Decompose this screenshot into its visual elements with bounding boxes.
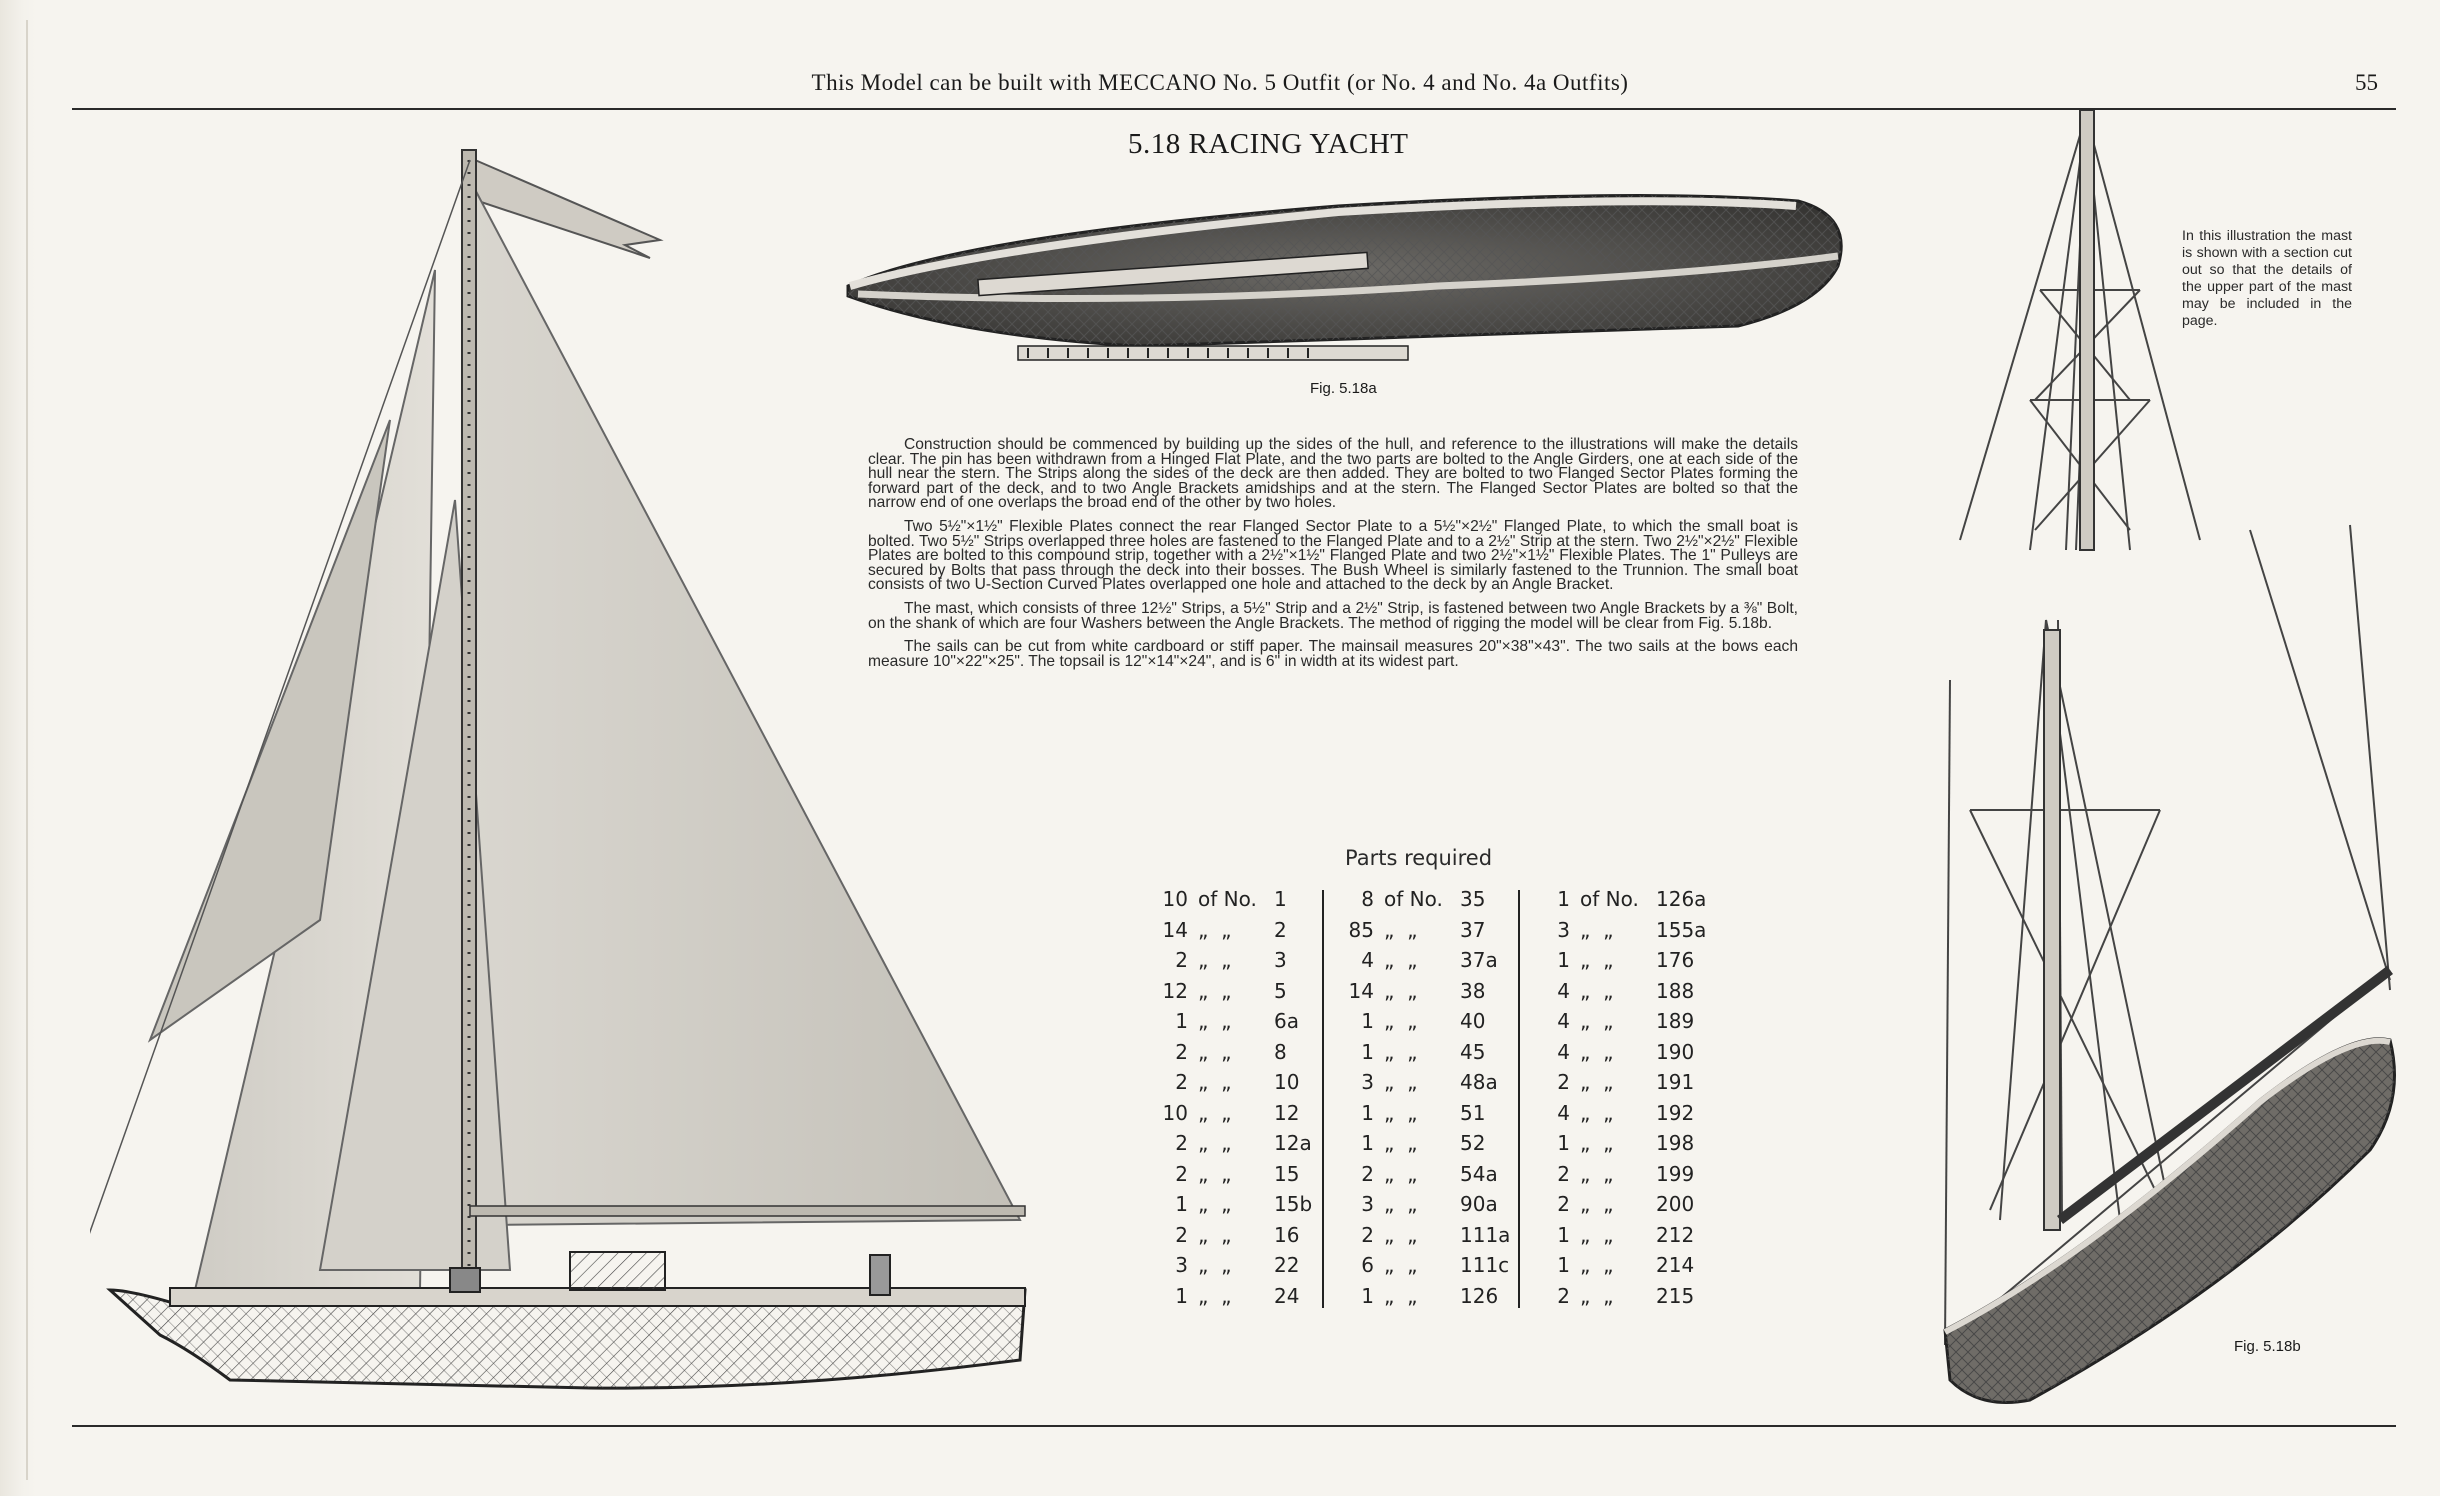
parts-row: 4 „ „ 189 xyxy=(1557,1009,1695,1033)
parts-row: 1 „ „ 198 xyxy=(1557,1131,1695,1155)
parts-row: 3 „ „ 48a xyxy=(1361,1070,1498,1094)
column-divider xyxy=(1322,890,1324,1308)
parts-row: 1 „ „ 52 xyxy=(1361,1131,1486,1155)
page-binding-edge xyxy=(0,0,36,1496)
parts-row: 85 „ „ 37 xyxy=(1348,917,1486,942)
parts-row: 10 of No. 1 xyxy=(1162,887,1287,911)
parts-row: 3 „ „ 90a xyxy=(1361,1192,1498,1216)
hull-figure-caption: Fig. 5.18a xyxy=(1310,380,1377,397)
parts-row: 2 „ „ 10 xyxy=(1175,1070,1300,1094)
parts-row: 14 „ „ 38 xyxy=(1348,978,1486,1003)
parts-row: 2 „ „ 200 xyxy=(1557,1192,1695,1216)
parts-row: 10 „ „ 12 xyxy=(1162,1100,1300,1125)
parts-row: 1 „ „ 6a xyxy=(1175,1009,1299,1033)
parts-row: 12 „ „ 5 xyxy=(1162,978,1287,1003)
lower-mast xyxy=(2044,630,2060,1230)
upper-mast xyxy=(2080,110,2094,550)
parts-row: 2 „ „ 16 xyxy=(1175,1222,1300,1247)
parts-row: 14 „ „ 2 xyxy=(1162,917,1287,942)
parts-row: 1 „ „ 126 xyxy=(1361,1283,1499,1308)
parts-row: 2 „ „ 15 xyxy=(1175,1161,1300,1186)
page-number: 55 xyxy=(2355,70,2378,95)
parts-row: 1 „ „ 24 xyxy=(1175,1283,1300,1308)
instructions-paragraph: Construction should be commenced by building up the sides of the hull, and reference to the illustrations will make the details clear. The pin has been withdrawn from a Hinged Flat Plate, and the two parts are bolted to the Angle Girders, one at each side of the hull near the stern. The Strips along the sides of the deck are then added. They are bolted to two Flanged Sector Plates forming the forward part of the deck, and to two Angle Brackets amidships and at the stern. The Flanged Sector Plates are bolted so that the narrow end of one overlaps the broad end of the other by two holes. xyxy=(868,436,1798,512)
instructions-paragraph: Two 5½"×1½" Flexible Plates connect the rear Flanged Sector Plate to a 5½"×2½" Flanged Plate, to which the small boat is bolted. Two 5½" Strips overlapped three holes are fastened to the Flanged Plate and to a 2½" Strip at the stern. Two 2½"×2½" Flexible Plates are bolted to this compound strip, together with a 2½"×1½" Flanged Plate and two 2½"×1½" Flexible Plates. The 1" Pulleys are secured by Bolts that pass through the deck into their bosses. The Bush Wheel is similarly fastened to the Trunnion. The small boat consists of two U-Section Curved Plates overlapped one hole and attached to the deck by an Angle Bracket. xyxy=(868,517,1798,594)
parts-column-1 xyxy=(1148,884,1324,1311)
parts-row: 2 „ „ 111a xyxy=(1361,1222,1511,1247)
parts-row: 1 „ „ 176 xyxy=(1557,948,1695,972)
parts-row: 1 of No. 126a xyxy=(1557,887,1707,911)
parts-row: 2 „ „ 199 xyxy=(1557,1161,1695,1186)
parts-row: 4 „ „ 188 xyxy=(1557,978,1695,1003)
instructions-paragraph: The mast, which consists of three 12½" Strips, a 5½" Strip and a 2½" Strip, is fastened between two Angle Brackets by a ⅜" Bolt, on the shank of which are four Washers between the Angle Brackets. The method of rigging the model will be clear from Fig. 5.18b. xyxy=(868,599,1798,632)
parts-row: 6 „ „ 111c xyxy=(1361,1253,1510,1277)
parts-column-3 xyxy=(1530,884,1706,1311)
parts-row: 3 „ „ 155a xyxy=(1557,917,1707,942)
parts-row: 4 „ „ 192 xyxy=(1557,1100,1695,1125)
mast-section-note: In this illustration the mast is shown with a section cut out so that the details of the upper part of the mast may be included in the page. xyxy=(2182,228,2352,329)
parts-row: 2 „ „ 215 xyxy=(1557,1283,1695,1308)
mast xyxy=(462,150,476,1280)
parts-row: 2 „ „ 12a xyxy=(1175,1131,1312,1155)
parts-row: 1 „ „ 51 xyxy=(1361,1100,1486,1125)
parts-row: 1 „ „ 15b xyxy=(1175,1192,1313,1216)
parts-row: 8 of No. 35 xyxy=(1361,887,1486,911)
small-boat xyxy=(570,1252,665,1290)
parts-row: 4 „ „ 37a xyxy=(1361,948,1498,972)
parts-row: 3 „ „ 22 xyxy=(1175,1253,1300,1277)
parts-column-2 xyxy=(1334,884,1510,1311)
parts-row: 1 „ „ 45 xyxy=(1361,1039,1486,1064)
hull-illustration xyxy=(838,186,1854,376)
mast-step xyxy=(450,1268,480,1292)
parts-row: 2 „ „ 191 xyxy=(1557,1070,1695,1094)
construction-instructions xyxy=(868,438,1798,678)
instructions-paragraph: The sails can be cut from white cardboard or stiff paper. The mainsail measures 20"×38"×43". The two sails at the bows each measure 10"×22"×25". The topsail is 12"×14"×24", and is 6" in width at its widest part. xyxy=(868,638,1798,670)
parts-row: 2 „ „ 8 xyxy=(1175,1039,1287,1064)
column-divider xyxy=(1518,890,1520,1308)
parts-required-title: Parts required xyxy=(1345,846,1493,870)
parts-row: 2 „ „ 54a xyxy=(1361,1161,1498,1186)
parts-row: 2 „ „ 3 xyxy=(1175,948,1287,972)
model-title: 5.18 RACING YACHT xyxy=(1128,128,1409,160)
footer-rule xyxy=(72,1425,2396,1427)
parts-row: 4 „ „ 190 xyxy=(1557,1039,1695,1064)
deck-fitting xyxy=(870,1255,890,1295)
parts-row: 1 „ „ 214 xyxy=(1557,1253,1695,1277)
boom xyxy=(470,1206,1025,1216)
rig-figure-caption: Fig. 5.18b xyxy=(2234,1338,2301,1355)
running-header: This Model can be built with MECCANO No. 5 Outfit (or No. 4 and No. 4a Outfits) xyxy=(811,70,1629,95)
parts-row: 1 „ „ 212 xyxy=(1557,1222,1695,1247)
parts-row: 1 „ „ 40 xyxy=(1361,1009,1486,1033)
